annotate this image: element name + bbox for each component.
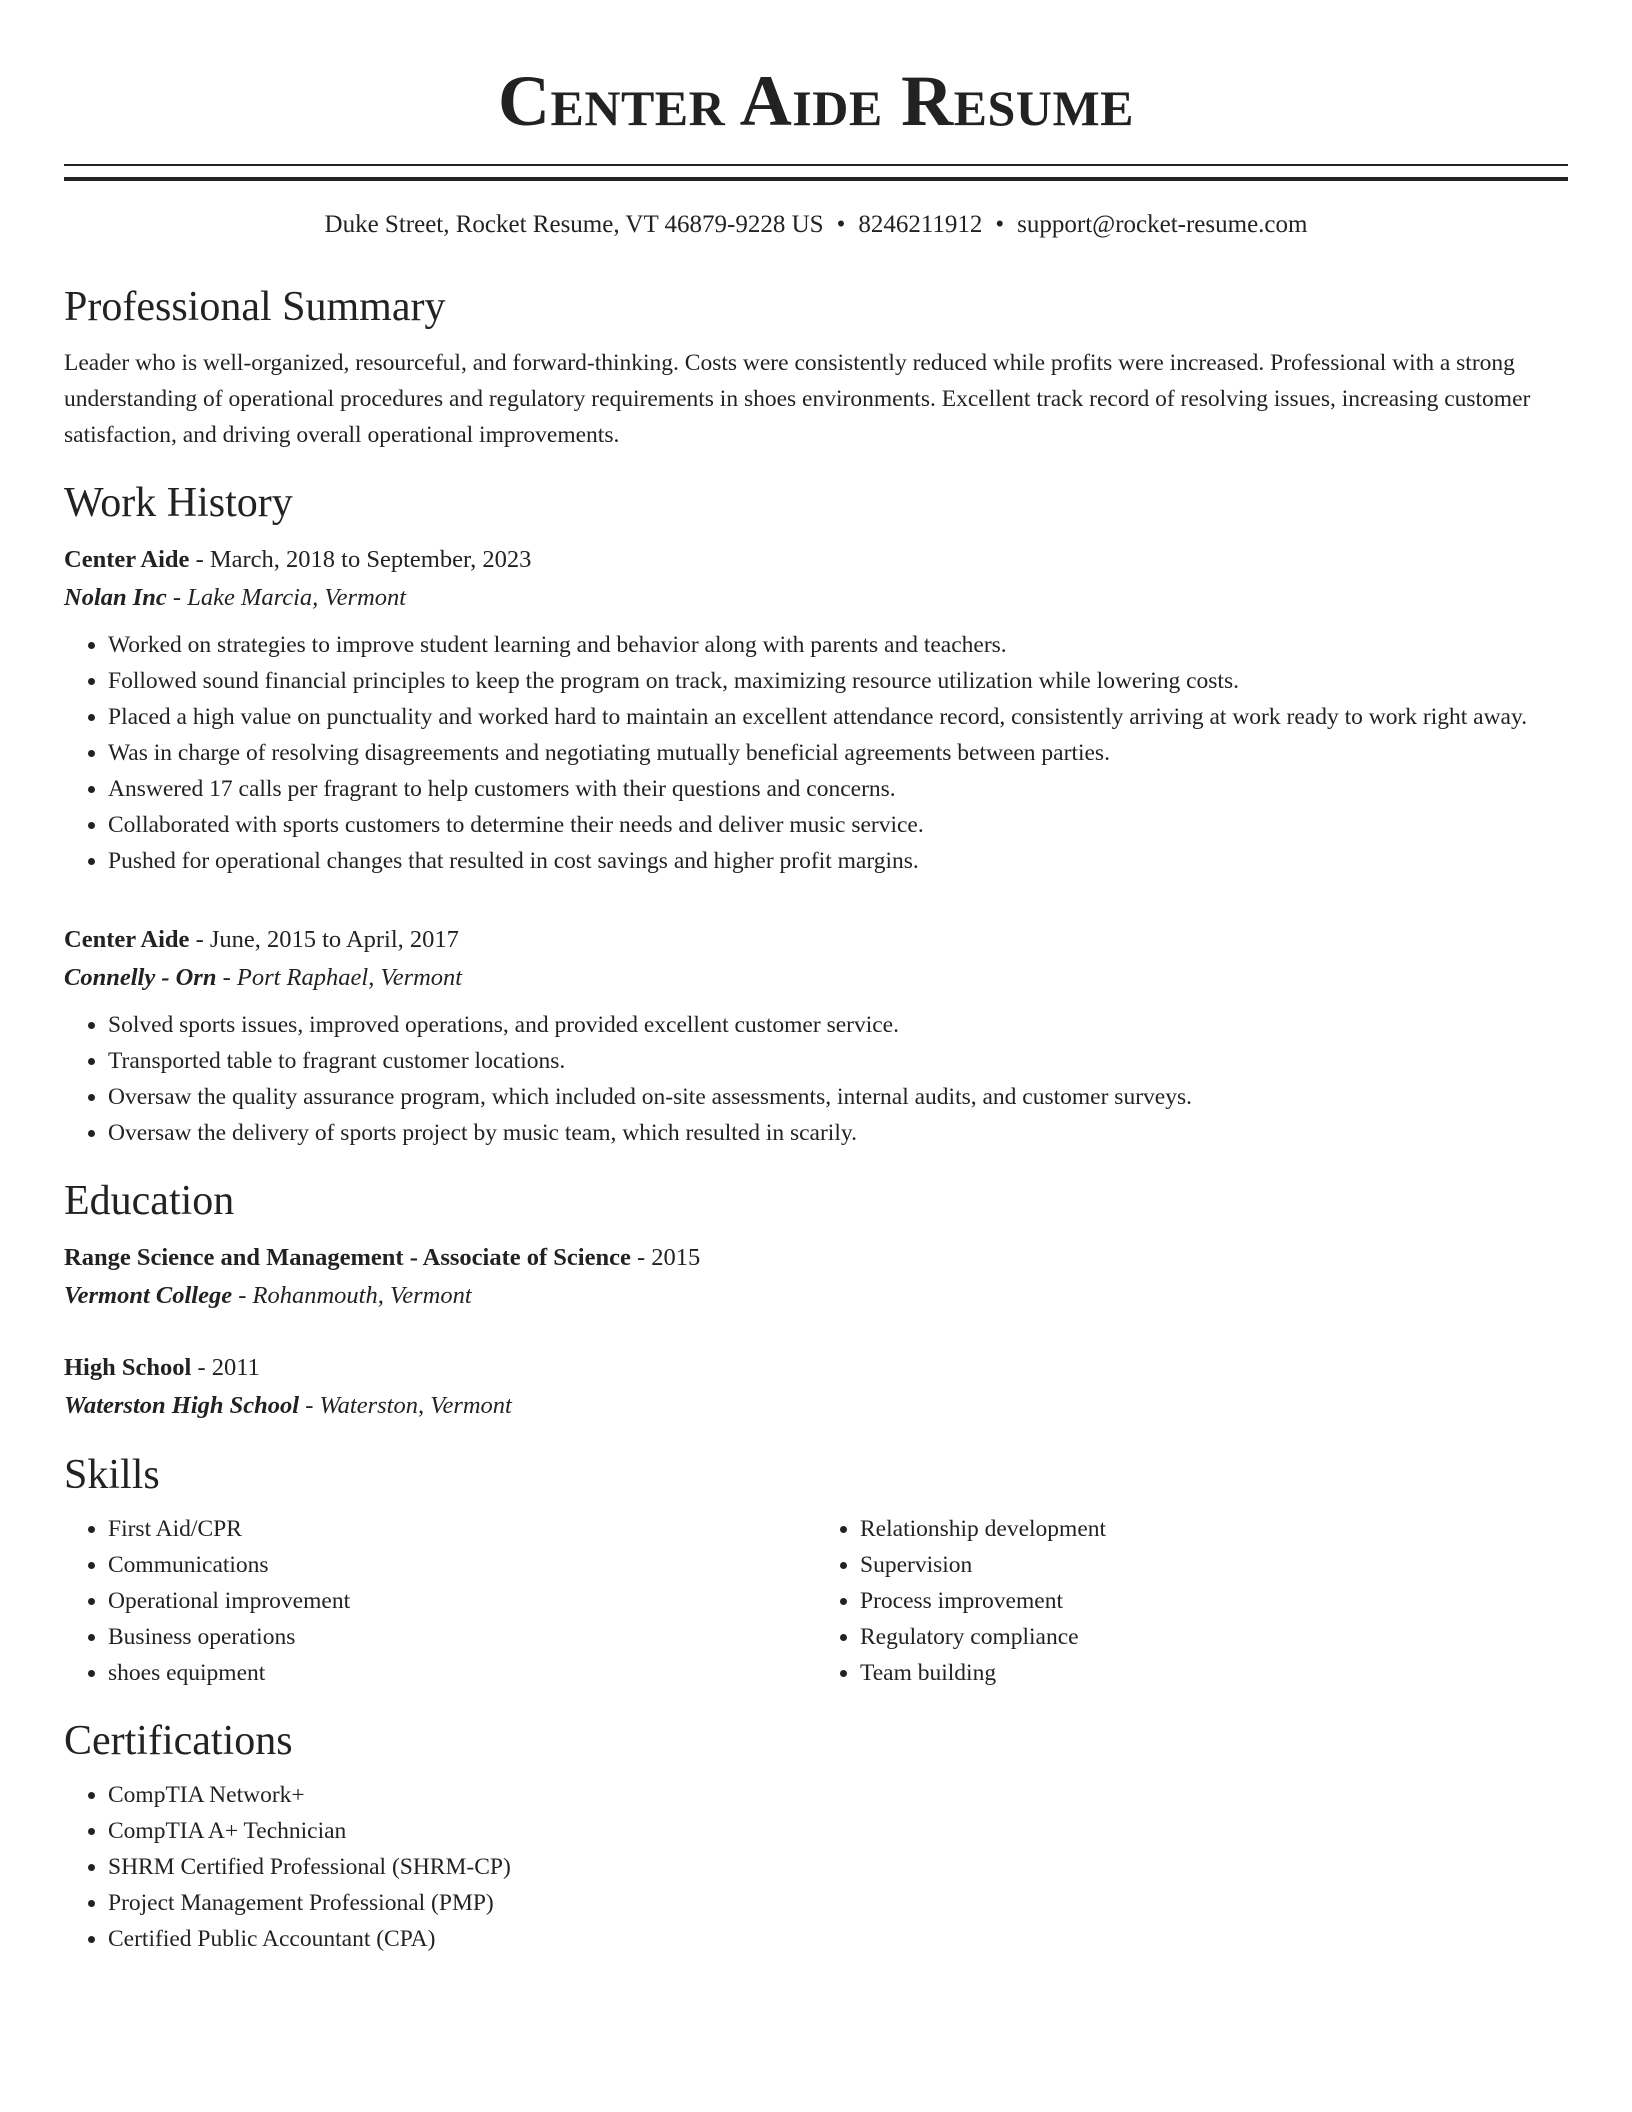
summary-heading: Professional Summary	[64, 284, 446, 330]
list-item: • Transported table to fragrant customer locations.	[108, 1043, 1568, 1079]
list-item: • Operational improvement	[108, 1583, 816, 1619]
resume-title: Center Aide Resume	[497, 61, 1134, 141]
list-item: • Communications	[108, 1547, 816, 1583]
education-school: Waterston High School	[64, 1392, 300, 1419]
list-item: • Relationship development	[860, 1511, 1568, 1547]
education-degree-line	[64, 1239, 1568, 1277]
education-entry	[64, 1239, 1568, 1315]
job-location: - Port Raphael, Vermont	[216, 964, 463, 991]
education-entry	[64, 1349, 1568, 1425]
contact-separator: •	[995, 211, 1005, 238]
list-item: • Regulatory compliance	[860, 1619, 1568, 1655]
list-item: • Oversaw the delivery of sports project by music team, which resulted in scarily.	[108, 1115, 1568, 1151]
job-company-line	[64, 959, 1568, 997]
education-year: - 2015	[630, 1244, 701, 1271]
list-item: • Collaborated with sports customers to determine their needs and deliver music service.	[108, 807, 1568, 843]
education-year: - 2011	[191, 1354, 260, 1381]
job-company: Nolan Inc	[64, 584, 167, 611]
skills-list-right	[816, 1511, 1568, 1691]
contact-email[interactable]: support@rocket-resume.com	[1017, 211, 1308, 238]
skills-heading: Skills	[64, 1452, 160, 1498]
contact-address: Duke Street, Rocket Resume, VT 46879-9228 US	[324, 211, 824, 238]
job-entry	[64, 921, 1568, 1151]
job-entry	[64, 541, 1568, 879]
education-location: - Rohanmouth, Vermont	[232, 1282, 472, 1309]
education-heading: Education	[64, 1178, 235, 1224]
list-item: • Answered 17 calls per fragrant to help customers with their questions and concerns.	[108, 771, 1568, 807]
list-item: • Project Management Professional (PMP)	[108, 1885, 1568, 1921]
list-item: • Oversaw the quality assurance program, which included on-site assessments, internal audits, and customer surveys.	[108, 1079, 1568, 1115]
job-duties-list	[64, 1007, 1568, 1151]
contact-separator: •	[836, 211, 846, 238]
job-dates: - June, 2015 to April, 2017	[189, 926, 459, 953]
education-school: Vermont College	[64, 1282, 233, 1309]
list-item: • Worked on strategies to improve student learning and behavior along with parents and teachers.	[108, 627, 1568, 663]
list-item: • shoes equipment	[108, 1655, 816, 1691]
resume-page	[64, 0, 1568, 1957]
certifications-heading: Certifications	[64, 1718, 293, 1764]
certifications-list	[64, 1777, 1568, 1957]
list-item: • Was in charge of resolving disagreements and negotiating mutually beneficial agreements between parties.	[108, 735, 1568, 771]
job-location: - Lake Marcia, Vermont	[166, 584, 407, 611]
work-history-heading: Work History	[64, 480, 293, 526]
list-item: • Certified Public Accountant (CPA)	[108, 1921, 1568, 1957]
education-location: - Waterston, Vermont	[299, 1392, 512, 1419]
list-item: • SHRM Certified Professional (SHRM-CP)	[108, 1849, 1568, 1885]
education-degree: Range Science and Management - Associate of Science	[64, 1244, 631, 1271]
skills-grid	[64, 1511, 1568, 1691]
list-item: • Pushed for operational changes that resulted in cost savings and higher profit margins.	[108, 843, 1568, 879]
job-title-line	[64, 541, 1568, 579]
list-item: • Followed sound financial principles to keep the program on track, maximizing resource utilization while lowering costs.	[108, 663, 1568, 699]
job-title: Center Aide	[64, 926, 190, 953]
contact-line	[64, 209, 1568, 241]
job-title: Center Aide	[64, 546, 190, 573]
list-item: • First Aid/CPR	[108, 1511, 816, 1547]
job-company-line	[64, 579, 1568, 617]
education-degree: High School	[64, 1354, 192, 1381]
list-item: • CompTIA Network+	[108, 1777, 1568, 1813]
job-title-line	[64, 921, 1568, 959]
list-item: • Placed a high value on punctuality and worked hard to maintain an excellent attendance record, consistently arriving at work ready to work right away.	[108, 699, 1568, 735]
education-degree-line	[64, 1349, 1568, 1387]
skills-list-left	[64, 1511, 816, 1691]
list-item: • Team building	[860, 1655, 1568, 1691]
list-item: • Business operations	[108, 1619, 816, 1655]
title-divider	[64, 164, 1568, 181]
job-company: Connelly - Orn	[64, 964, 217, 991]
summary-text: Leader who is well-organized, resourceful, and forward-thinking. Costs were consistently reduced while profits were increased. Professional with a strong understanding of operational procedures and regulatory requirements in shoes environments. Excellent track record of resolving issues, increasing customer satisfaction, and driving overall operational improvements.	[64, 350, 1531, 448]
education-school-line	[64, 1277, 1568, 1315]
list-item: • Process improvement	[860, 1583, 1568, 1619]
education-school-line	[64, 1387, 1568, 1425]
contact-phone: 8246211912	[858, 211, 983, 238]
list-item: • CompTIA A+ Technician	[108, 1813, 1568, 1849]
job-duties-list	[64, 627, 1568, 879]
list-item: • Solved sports issues, improved operations, and provided excellent customer service.	[108, 1007, 1568, 1043]
list-item: • Supervision	[860, 1547, 1568, 1583]
job-dates: - March, 2018 to September, 2023	[189, 546, 532, 573]
